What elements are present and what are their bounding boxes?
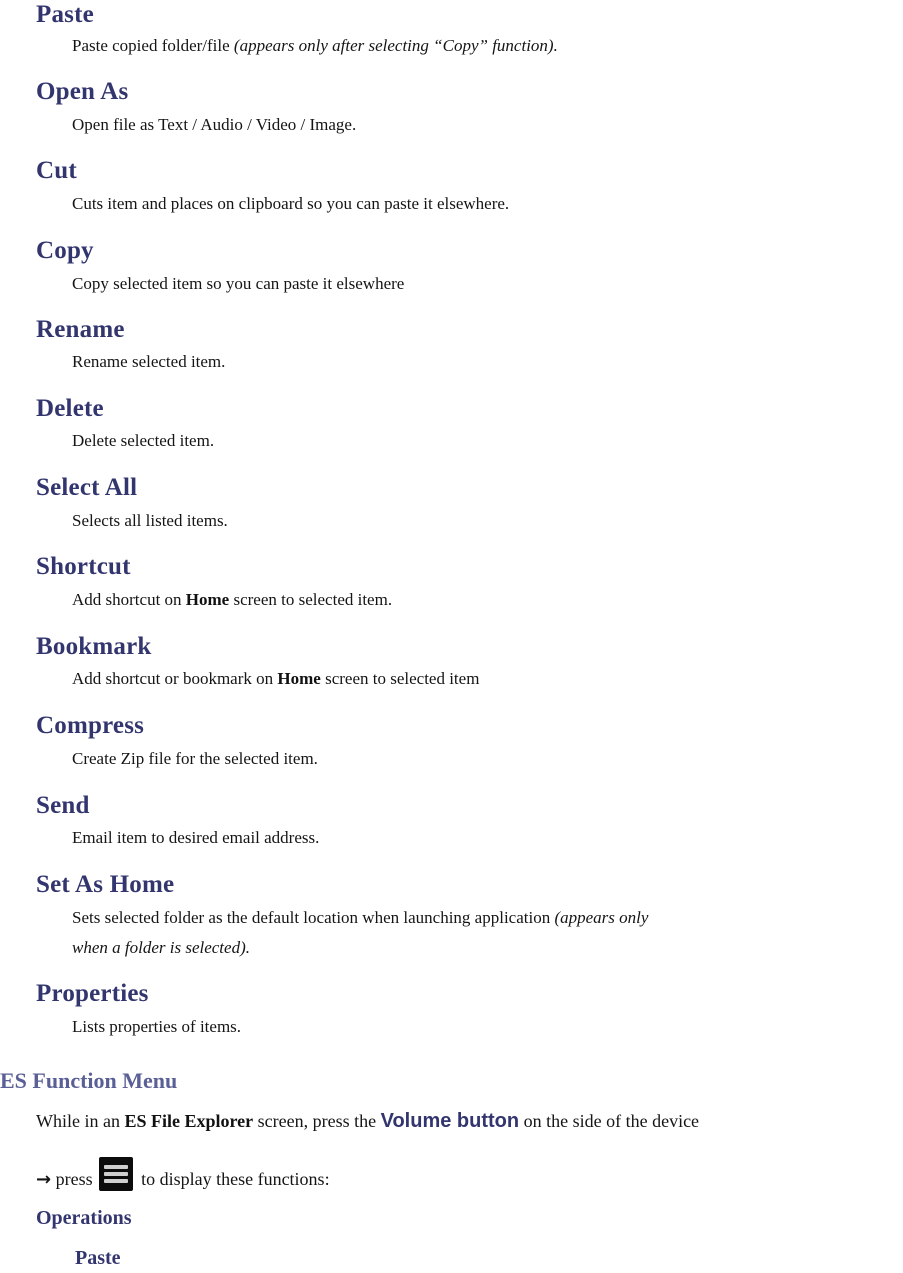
desc-home-keyword: Home (185, 590, 230, 609)
intro-mid: screen, press the (253, 1111, 381, 1131)
entry-desc-delete: Delete selected item. (72, 431, 215, 450)
menu-icon-bar (104, 1165, 128, 1169)
entry-title-open-as: Open As (36, 78, 129, 105)
section-intro-line-2 (36, 1157, 330, 1191)
entry-desc-rename: Rename selected item. (72, 352, 226, 371)
menu-icon-bar (104, 1172, 128, 1176)
entry-desc-compress: Create Zip file for the selected item. (72, 749, 318, 768)
desc-post: screen to selected item. (229, 590, 393, 609)
menu-icon (99, 1157, 133, 1191)
entry-title-compress: Compress (36, 712, 145, 739)
intro-press: press (51, 1169, 93, 1189)
intro-app-name: ES File Explorer (124, 1111, 254, 1131)
entry-desc-text: Sets selected folder as the default location when launching application (72, 908, 555, 927)
entry-desc-bookmark (72, 670, 479, 687)
entry-title-paste: Paste (36, 1, 94, 28)
entry-desc-send: Email item to desired email address. (72, 828, 320, 847)
section-intro-line-1 (36, 1111, 699, 1131)
entry-title-rename: Rename (36, 316, 125, 343)
menu-icon-bar (104, 1179, 128, 1183)
entry-title-copy: Copy (36, 237, 94, 264)
entry-desc-set-as-home-line2: when a folder is selected). (72, 938, 250, 957)
entry-title-properties: Properties (36, 980, 149, 1007)
entry-title-bookmark: Bookmark (36, 633, 152, 660)
intro-line2-post: to display these functions: (136, 1169, 330, 1189)
entry-title-cut: Cut (36, 157, 77, 184)
entry-desc-copy: Copy selected item so you can paste it elsewhere (72, 274, 405, 293)
entry-title-select-all: Select All (36, 474, 138, 501)
desc-post: screen to selected item (320, 669, 480, 688)
desc-home-keyword: Home (277, 669, 321, 688)
entry-desc-properties: Lists properties of items. (72, 1017, 242, 1036)
entry-title-shortcut: Shortcut (36, 553, 131, 580)
entry-desc-select-all: Selects all listed items. (72, 511, 228, 530)
entry-title-send: Send (36, 792, 90, 819)
entry-desc-note: (appears only (554, 908, 649, 927)
desc-pre: Add shortcut or bookmark on (72, 669, 278, 688)
entry-title-delete: Delete (36, 395, 104, 422)
desc-pre: Add shortcut on (72, 590, 186, 609)
entry-desc-paste (72, 37, 558, 54)
entry-desc-shortcut (72, 591, 392, 608)
intro-pre: While in an (36, 1111, 125, 1131)
entry-desc-set-as-home (72, 909, 648, 926)
right-arrow-icon: → (36, 1169, 52, 1190)
entry-desc-text: Paste copied folder/file (72, 36, 234, 55)
entry-desc-cut: Cuts item and places on clipboard so you can paste it elsewhere. (72, 194, 510, 213)
paste-subheading: Paste (75, 1247, 121, 1269)
operations-heading: Operations (36, 1207, 132, 1229)
entry-desc-note: (appears only after selecting “Copy” function). (233, 36, 558, 55)
intro-post: on the side of the device (519, 1111, 700, 1131)
entry-title-set-as-home: Set As Home (36, 871, 175, 898)
section-heading: ES Function Menu (0, 1068, 178, 1093)
intro-volume-button-label: Volume button (380, 1110, 520, 1132)
entry-desc-open-as: Open file as Text / Audio / Video / Image. (72, 115, 357, 134)
